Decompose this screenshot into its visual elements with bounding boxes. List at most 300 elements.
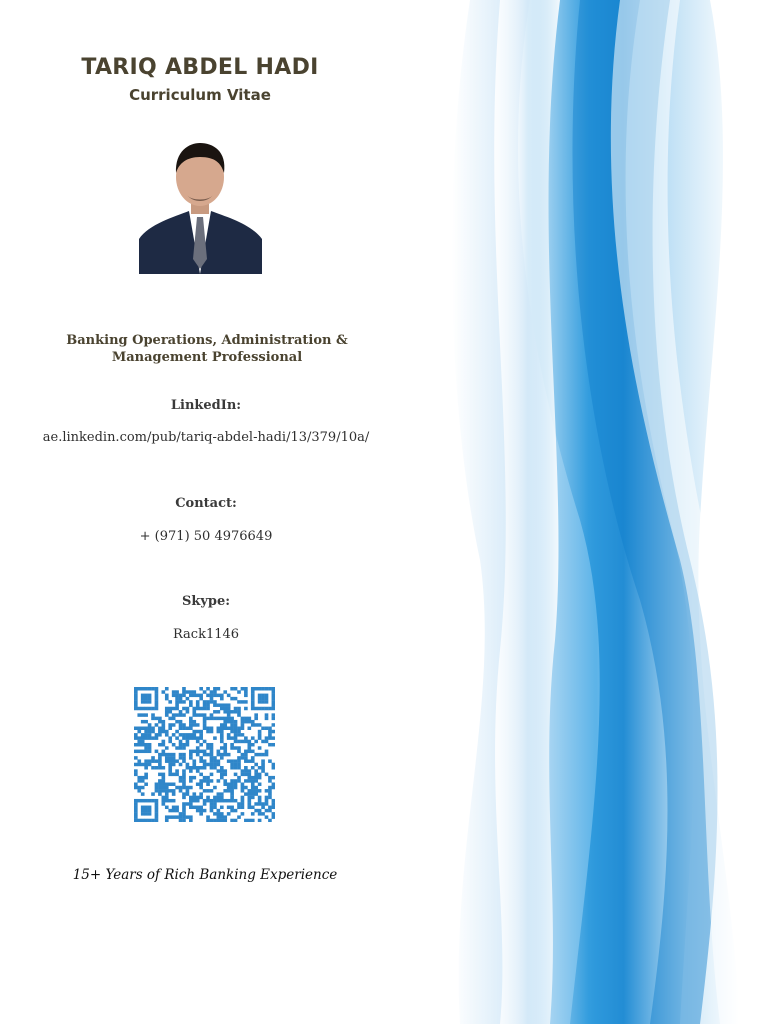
qr-module	[155, 759, 159, 762]
qr-module	[144, 743, 148, 746]
qr-module	[196, 700, 200, 703]
qr-module	[162, 786, 166, 789]
qr-module	[220, 773, 224, 776]
qr-module	[265, 717, 269, 720]
qr-module	[182, 743, 186, 746]
qr-module	[165, 733, 169, 736]
qr-module	[192, 720, 196, 723]
qr-module	[220, 694, 224, 697]
qr-module	[223, 819, 227, 822]
qr-module	[172, 690, 176, 693]
qr-module	[203, 799, 207, 802]
qr-module	[179, 723, 183, 726]
qr-module	[189, 779, 193, 782]
qr-module	[261, 697, 265, 700]
qr-module	[203, 776, 207, 779]
qr-module	[165, 819, 169, 822]
qr-module	[234, 697, 238, 700]
qr-module	[272, 713, 275, 716]
qr-module	[179, 727, 183, 730]
qr-module	[234, 710, 238, 713]
qr-module	[261, 763, 265, 766]
qr-module	[206, 727, 210, 730]
qr-module	[175, 736, 179, 739]
qr-module	[213, 703, 217, 706]
qr-module	[168, 723, 172, 726]
qr-module	[227, 782, 231, 785]
qr-module	[210, 809, 214, 812]
qr-module	[244, 700, 248, 703]
qr-module	[141, 694, 145, 697]
qr-module	[134, 733, 138, 736]
qr-module	[141, 799, 145, 802]
qr-module	[155, 707, 159, 710]
qr-module	[134, 799, 138, 802]
qr-module	[241, 789, 245, 792]
qr-module	[241, 753, 245, 756]
qr-module	[182, 812, 186, 815]
qr-module	[272, 743, 275, 746]
qr-module	[155, 819, 159, 822]
qr-module	[254, 687, 258, 690]
qr-module	[192, 690, 196, 693]
qr-module	[217, 792, 221, 795]
qr-module	[165, 756, 169, 759]
qr-module	[158, 727, 162, 730]
qr-module	[254, 779, 258, 782]
qr-module	[251, 723, 255, 726]
qr-module	[148, 694, 152, 697]
qr-module	[206, 782, 210, 785]
qr-module	[134, 782, 138, 785]
qr-module	[196, 746, 200, 749]
qr-module	[155, 766, 159, 769]
qr-module	[151, 717, 155, 720]
qr-module	[186, 815, 190, 818]
qr-module	[223, 750, 227, 753]
qr-module	[247, 750, 251, 753]
qr-module	[230, 730, 234, 733]
qr-module	[227, 703, 231, 706]
qr-module	[272, 806, 275, 809]
qr-module	[272, 766, 275, 769]
qr-module	[213, 819, 217, 822]
qr-module	[144, 782, 148, 785]
qr-module	[179, 819, 183, 822]
qr-module	[162, 802, 166, 805]
qr-module	[179, 789, 183, 792]
qr-module	[196, 753, 200, 756]
qr-module	[148, 723, 152, 726]
qr-module	[196, 713, 200, 716]
qr-module	[251, 687, 255, 690]
qr-module	[134, 809, 138, 812]
qr-module	[261, 802, 265, 805]
qr-module	[223, 815, 227, 818]
qr-module	[189, 815, 193, 818]
qr-module	[168, 782, 172, 785]
qr-module	[220, 819, 224, 822]
qr-module	[272, 776, 275, 779]
qr-module	[234, 799, 238, 802]
qr-module	[247, 717, 251, 720]
qr-module	[254, 769, 258, 772]
qr-module	[189, 802, 193, 805]
qr-module	[158, 766, 162, 769]
qr-module	[258, 723, 262, 726]
qr-module	[227, 733, 231, 736]
qr-module	[175, 786, 179, 789]
qr-module	[220, 812, 224, 815]
qr-module	[272, 736, 275, 739]
qr-module	[261, 812, 265, 815]
qr-module	[199, 730, 203, 733]
qr-module	[186, 736, 190, 739]
qr-module	[158, 789, 162, 792]
qr-module	[254, 753, 258, 756]
qr-module	[144, 812, 148, 815]
qr-module	[223, 727, 227, 730]
qr-module	[179, 776, 183, 779]
qr-module	[189, 694, 193, 697]
qr-module	[206, 796, 210, 799]
qr-module	[162, 782, 166, 785]
qr-module	[165, 815, 169, 818]
qr-module	[189, 723, 193, 726]
qr-module	[144, 687, 148, 690]
qr-module	[220, 796, 224, 799]
qr-module	[162, 740, 166, 743]
qr-module	[134, 697, 138, 700]
qr-module	[265, 753, 269, 756]
qr-module	[244, 819, 248, 822]
qr-module	[241, 723, 245, 726]
qr-module	[206, 743, 210, 746]
qr-module	[210, 763, 214, 766]
qr-module	[179, 786, 183, 789]
qr-module	[168, 759, 172, 762]
qr-module	[137, 789, 141, 792]
qr-module	[237, 730, 241, 733]
qr-module	[162, 743, 166, 746]
qr-module	[230, 736, 234, 739]
qr-module	[175, 694, 179, 697]
qr-module	[268, 730, 272, 733]
qr-module	[199, 796, 203, 799]
qr-module	[237, 700, 241, 703]
qr-module	[172, 815, 176, 818]
qr-module	[254, 763, 258, 766]
qr-module	[179, 740, 183, 743]
qr-module	[261, 806, 265, 809]
qr-module	[247, 789, 251, 792]
qr-module	[230, 782, 234, 785]
qr-module	[162, 766, 166, 769]
qr-module	[168, 799, 172, 802]
qr-module	[175, 769, 179, 772]
qr-module	[247, 802, 251, 805]
qr-module	[175, 690, 179, 693]
qr-module	[227, 799, 231, 802]
qr-module	[261, 687, 265, 690]
qr-module	[134, 700, 138, 703]
qr-module	[234, 809, 238, 812]
qr-module	[151, 736, 155, 739]
qr-module	[268, 736, 272, 739]
qr-module	[189, 717, 193, 720]
qr-module	[151, 766, 155, 769]
qr-module	[220, 753, 224, 756]
qr-module	[186, 792, 190, 795]
qr-module	[230, 746, 234, 749]
qr-module	[268, 819, 272, 822]
qr-module	[261, 700, 265, 703]
qr-module	[268, 806, 272, 809]
qr-module	[217, 809, 221, 812]
qr-module	[241, 717, 245, 720]
qr-module	[137, 713, 141, 716]
qr-module	[217, 753, 221, 756]
qr-module	[234, 786, 238, 789]
qr-module	[217, 815, 221, 818]
qr-module	[220, 799, 224, 802]
qr-module	[137, 730, 141, 733]
qr-module	[206, 746, 210, 749]
qr-module	[182, 713, 186, 716]
qr-module	[155, 717, 159, 720]
qr-module	[237, 690, 241, 693]
qr-module	[230, 743, 234, 746]
qr-module	[272, 700, 275, 703]
qr-module	[258, 687, 262, 690]
qr-module	[247, 779, 251, 782]
qr-module	[168, 756, 172, 759]
qr-module	[217, 799, 221, 802]
qr-module	[137, 740, 141, 743]
qr-module	[186, 743, 190, 746]
qr-module	[158, 763, 162, 766]
qr-module	[189, 799, 193, 802]
qr-module	[168, 773, 172, 776]
linkedin-url[interactable]: ae.linkedin.com/pub/tariq-abdel-hadi/13/379/10a/	[42, 430, 370, 445]
qr-module	[189, 736, 193, 739]
qr-module	[227, 713, 231, 716]
qr-module	[220, 746, 224, 749]
qr-module	[144, 746, 148, 749]
qr-module	[196, 740, 200, 743]
qr-module	[148, 687, 152, 690]
qr-code	[134, 687, 275, 822]
qr-module	[179, 720, 183, 723]
qr-module	[234, 779, 238, 782]
qr-module	[241, 782, 245, 785]
qr-module	[172, 753, 176, 756]
qr-module	[155, 690, 159, 693]
qr-module	[234, 707, 238, 710]
qr-module	[165, 687, 169, 690]
qr-module	[162, 727, 166, 730]
qr-module	[186, 690, 190, 693]
qr-module	[172, 694, 176, 697]
qr-module	[230, 720, 234, 723]
qr-module	[134, 736, 138, 739]
qr-module	[151, 819, 155, 822]
qr-module	[134, 773, 138, 776]
qr-module	[162, 796, 166, 799]
qr-module	[244, 753, 248, 756]
qr-module	[158, 730, 162, 733]
qr-module	[186, 710, 190, 713]
qr-module	[265, 713, 269, 716]
qr-module	[251, 707, 255, 710]
qr-module	[148, 700, 152, 703]
qr-module	[199, 792, 203, 795]
qr-module	[199, 707, 203, 710]
qr-module	[179, 710, 183, 713]
qr-module	[182, 746, 186, 749]
qr-module	[237, 766, 241, 769]
qr-module	[217, 730, 221, 733]
qr-module	[206, 753, 210, 756]
qr-module	[217, 763, 221, 766]
qr-module	[144, 776, 148, 779]
qr-module	[165, 713, 169, 716]
qr-module	[182, 690, 186, 693]
qr-module	[234, 746, 238, 749]
qr-module	[189, 700, 193, 703]
qr-module	[230, 806, 234, 809]
qr-module	[244, 786, 248, 789]
qr-module	[254, 809, 258, 812]
qr-module	[165, 694, 169, 697]
qr-module	[254, 792, 258, 795]
qr-module	[182, 782, 186, 785]
qr-module	[272, 782, 275, 785]
qr-module	[227, 786, 231, 789]
qr-module	[251, 819, 255, 822]
qr-module	[175, 815, 179, 818]
qr-module	[141, 763, 145, 766]
qr-module	[237, 815, 241, 818]
qr-module	[155, 697, 159, 700]
qr-module	[141, 743, 145, 746]
qr-module	[175, 759, 179, 762]
qr-module	[251, 720, 255, 723]
contact-phone: + (971) 50 4976649	[139, 529, 273, 544]
qr-module	[175, 746, 179, 749]
qr-module	[237, 779, 241, 782]
qr-module	[220, 703, 224, 706]
qr-module	[210, 743, 214, 746]
qr-module	[265, 809, 269, 812]
qr-module	[148, 812, 152, 815]
qr-module	[244, 720, 248, 723]
qr-module	[182, 733, 186, 736]
qr-module	[237, 776, 241, 779]
qr-module	[155, 812, 159, 815]
qr-module	[196, 694, 200, 697]
qr-module	[265, 694, 269, 697]
qr-module	[141, 776, 145, 779]
qr-module	[210, 819, 214, 822]
qr-module	[203, 740, 207, 743]
qr-module	[158, 717, 162, 720]
qr-module	[141, 713, 145, 716]
qr-module	[220, 769, 224, 772]
qr-module	[258, 730, 262, 733]
qr-module	[220, 766, 224, 769]
qr-module	[141, 687, 145, 690]
qr-module	[179, 815, 183, 818]
qr-module	[155, 733, 159, 736]
qr-module	[237, 727, 241, 730]
qr-module	[237, 759, 241, 762]
qr-module	[247, 769, 251, 772]
qr-module	[137, 687, 141, 690]
qr-module	[199, 743, 203, 746]
linkedin-label: LinkedIn:	[170, 398, 242, 413]
qr-module	[206, 730, 210, 733]
qr-module	[196, 799, 200, 802]
qr-module	[258, 773, 262, 776]
qr-module	[251, 703, 255, 706]
qr-module	[189, 753, 193, 756]
qr-module	[210, 713, 214, 716]
qr-module	[199, 750, 203, 753]
qr-module	[265, 707, 269, 710]
qr-module	[179, 733, 183, 736]
qr-module	[137, 736, 141, 739]
qr-module	[199, 687, 203, 690]
qr-module	[241, 806, 245, 809]
qr-module	[206, 779, 210, 782]
qr-module	[217, 687, 221, 690]
qr-module	[168, 740, 172, 743]
qr-module	[230, 796, 234, 799]
qr-module	[134, 806, 138, 809]
qr-module	[265, 750, 269, 753]
qr-module	[251, 694, 255, 697]
qr-module	[234, 687, 238, 690]
qr-module	[247, 743, 251, 746]
qr-module	[165, 759, 169, 762]
qr-module	[182, 802, 186, 805]
qr-module	[247, 759, 251, 762]
qr-module	[210, 766, 214, 769]
qr-module	[162, 799, 166, 802]
qr-module	[265, 700, 269, 703]
qr-module	[158, 782, 162, 785]
qr-module	[210, 717, 214, 720]
qr-module	[134, 756, 138, 759]
qr-module	[179, 694, 183, 697]
qr-module	[241, 700, 245, 703]
qr-module	[220, 815, 224, 818]
qr-module	[182, 694, 186, 697]
qr-module	[155, 723, 159, 726]
qr-module	[251, 776, 255, 779]
qr-module	[148, 819, 152, 822]
qr-module	[241, 796, 245, 799]
qr-module	[265, 727, 269, 730]
qr-module	[223, 779, 227, 782]
qr-module	[251, 697, 255, 700]
qr-module	[244, 779, 248, 782]
qr-module	[165, 806, 169, 809]
qr-module	[213, 766, 217, 769]
qr-module	[241, 720, 245, 723]
qr-module	[220, 756, 224, 759]
